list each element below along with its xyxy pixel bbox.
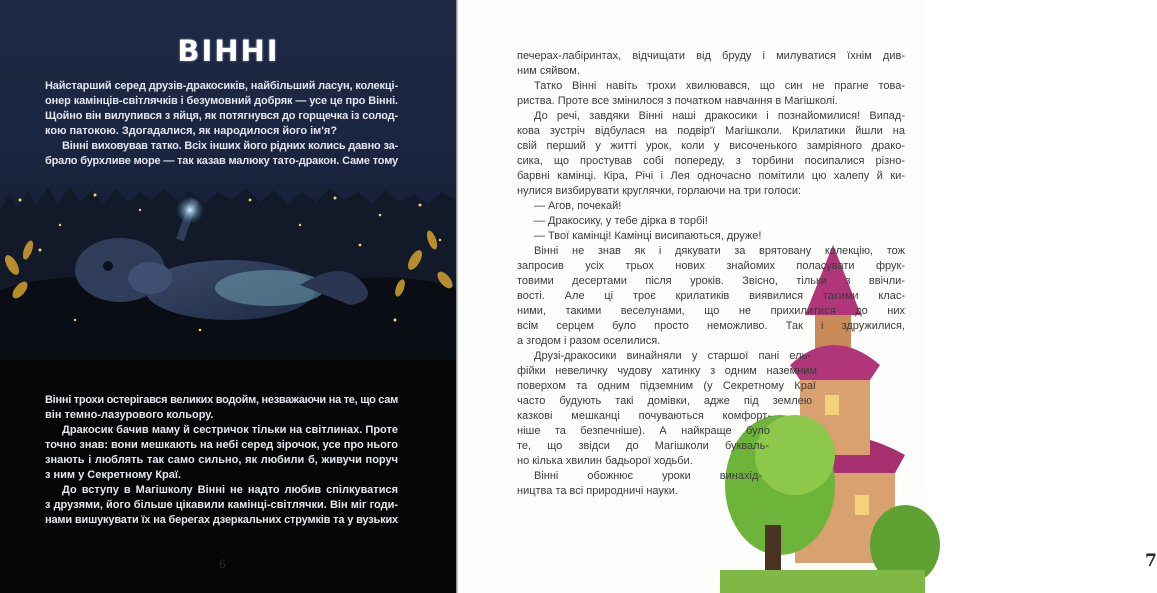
text-line: поверхом та одним підземним (у Секретному Краї [517, 380, 816, 392]
text-line: нулися визбирувати круглячки, горлаючи на три голоси: [517, 185, 802, 197]
text-line: Вінні виховував татко. Всіх інших його рідних колись давно за- [62, 140, 398, 152]
text-line: Щойно він вилупився з яйця, як потягнувся до горщечка із солод- [45, 110, 398, 122]
text-line: — Дракосику, у тебе дірка в торбі! [534, 215, 708, 227]
text-line: фійки невеличку чудову хатинку з одним наземним [517, 365, 817, 377]
page-number-left: 6 [219, 557, 226, 571]
text-line: казкові мешканці почуваються комфорт- [517, 410, 771, 422]
text-line: Друзі-дракосики винайняли у старшої пані ель- [534, 350, 811, 362]
text-line: свій перший у житті урок, коли у височенького замріяного драко- [517, 140, 905, 152]
text-line: часто будують такі домівки, адже під землею [517, 395, 812, 407]
left-top-text [45, 79, 398, 169]
text-line: но кілька хвилин бадьорої ходьби. [517, 455, 693, 467]
text-line: Найстарший серед друзів-дракосиків, найбільший ласун, колекці- [45, 80, 398, 92]
text-line: Вінні трохи остерігався великих водойм, незважаючи на те, що сам [45, 394, 398, 406]
text-line: нами вишукувати їх на берегах дзеркальних струмків та у вузьких [45, 514, 398, 526]
text-line: запросив усіх трьох нових знайомих поласувати фрук- [517, 260, 905, 272]
text-line: Вінні обожнює уроки винахід- [534, 470, 762, 482]
text-line: ним сяйвом. [517, 65, 580, 77]
left-bottom-text [45, 393, 398, 528]
right-page-text [517, 49, 905, 499]
text-line: він темно-лазурового кольору. [45, 409, 214, 421]
text-line: — Агов, почекай! [534, 200, 622, 212]
text-line: товими десертами після уроків. Звісно, тільки з ввічли- [517, 275, 905, 287]
text-line: До речі, завдяки Вінні наші дракосики і познайомилися! Випад- [534, 110, 905, 122]
text-line: ними, такими веселунами, що не прихилитися до них [517, 305, 905, 317]
text-line: всім серцем було просто неможливо. Так і здружилися, [517, 320, 905, 332]
dragon-illustration [0, 170, 457, 385]
text-line: Вінні не знав як і дякувати за врятовану колекцію, тож [534, 245, 905, 257]
text-line: точно знав: вони мешкають на небі серед зірочок, усе про нього [45, 439, 398, 451]
text-line: сика, що простував собі попереду, з торбини посипалися різно- [517, 155, 905, 167]
text-line: з ним у Секретному Краї. [45, 469, 182, 481]
text-line: печерах-лабіринтах, відчищати від бруду і милуватися їхнім див- [517, 50, 905, 62]
text-line: а згодом і разом оселилися. [517, 335, 661, 347]
chapter-title: ВІННІ [177, 34, 280, 68]
text-line: риства. Проте все змінилося з початком навчання в Магішколі. [517, 95, 838, 107]
text-line: кою патокою. Здогадалися, як народилося його ім'я? [45, 125, 338, 137]
text-line: барвні камінці. Кіра, Річі і Лея одночасно помітили цю халепу й ки- [517, 170, 905, 182]
text-line: те, що звідси до Магішколи букваль- [517, 440, 769, 452]
text-line: Татко Вінні навіть трохи хвилювався, що син не прагне това- [534, 80, 905, 92]
text-line: Дракосик бачив маму й сестричок тільки на світлинах. Проте [62, 424, 398, 436]
text-line: онер камінців-світлячків і безумовний добряк — усе це про Вінні. [45, 95, 398, 107]
text-line: ництва та всі природничі науки. [517, 485, 678, 497]
text-line: ніше та безпечніше). А найкраще було [517, 425, 770, 437]
text-line: брало бурхливе море — так казав малюку тато-дракон. Саме тому [45, 155, 398, 167]
page-number-right: 7 [1145, 551, 1157, 571]
text-line: знають і люблять так само сильно, як любили б, живучи поруч [45, 454, 398, 466]
text-line: — Твої камінці! Камінці висипаються, друже! [534, 230, 762, 242]
text-line: з друзями, його більше цікавили камінці-світлячки. Він міг годи- [45, 499, 398, 511]
text-line: вості. Але ці троє крилатиків виявилися такими клас- [517, 290, 905, 302]
text-line: До вступу в Магішколу Вінні не надто любив спілкуватися [62, 484, 398, 496]
left-page [0, 0, 457, 593]
text-line: кова зустріч відбулася на подвір'ї Магішколи. Крилатики йшли на [517, 125, 905, 137]
